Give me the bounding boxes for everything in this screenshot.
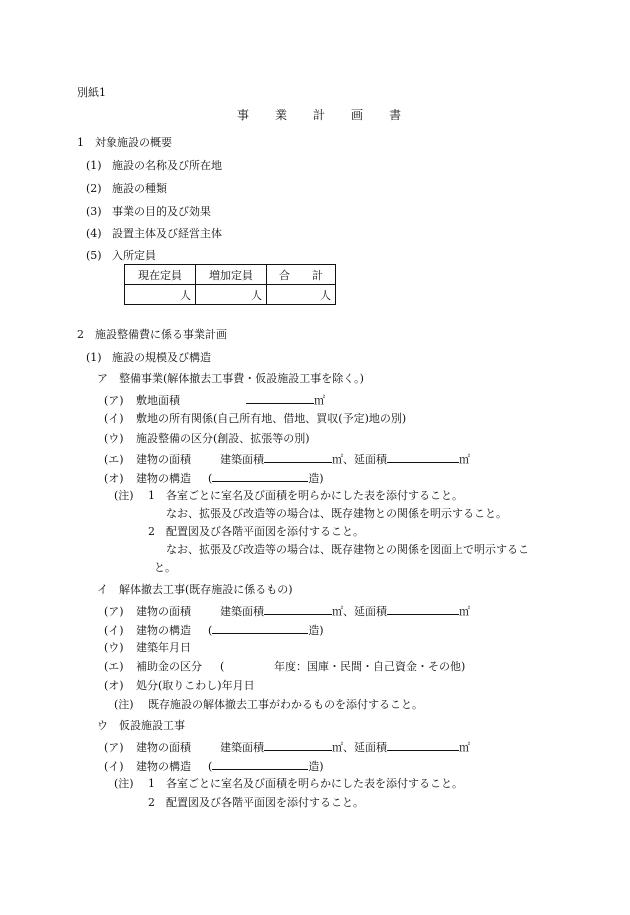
s1-item-3 (86, 205, 211, 219)
item-label: 補助金の区分 (136, 660, 202, 673)
item-text: 施設の種類 (112, 182, 167, 195)
item-text: 入所定員 (112, 249, 156, 262)
item-number: (1) (86, 351, 102, 364)
a-note-2 (148, 525, 364, 539)
s1-item-2 (86, 182, 167, 196)
item-number: (ウ) (104, 641, 124, 654)
item-label: 建物の構造 (136, 472, 191, 485)
subsidy-options: 年度：国庫・民間・自己資金・その他) (274, 660, 466, 673)
building-area-label: 建築面積 (220, 453, 264, 466)
note-text: 各室ごとに室名及び面積を明らかにした表を添付すること。 (166, 777, 463, 790)
title-char: 事 (237, 108, 250, 122)
paren: 造) (308, 760, 324, 773)
item-text: 事業の目的及び効果 (112, 205, 211, 218)
item-number: (3) (86, 205, 102, 218)
b-building-area (104, 603, 470, 619)
paren: 造) (308, 472, 324, 485)
item-text: 建築年月日 (136, 641, 191, 654)
table-cell-current: 人 (125, 285, 196, 305)
table-header-increase: 増加定員 (196, 265, 267, 285)
note-label: (注) (114, 489, 134, 502)
c-note-1 (114, 777, 463, 791)
title-char: 書 (389, 108, 402, 122)
paren: 造) (308, 624, 324, 637)
item-text: 施設の名称及び所在地 (112, 159, 222, 172)
item-number: (1) (86, 159, 102, 172)
note-number: 2 (148, 525, 155, 538)
a-note-2-sub-cont: と。 (154, 561, 176, 574)
paren: ( (220, 660, 225, 673)
item-label: 建物の構造 (136, 760, 191, 773)
item-number: (ア) (104, 605, 124, 618)
building-area-blank (264, 603, 332, 615)
table-cell-total: 人 (267, 285, 336, 305)
note-number: 2 (148, 796, 155, 809)
table-cell-increase: 人 (196, 285, 267, 305)
item-number: (エ) (104, 660, 124, 673)
floor-area-blank (387, 603, 459, 615)
b-note (114, 698, 423, 712)
note-label: (注) (114, 698, 134, 711)
a-note-1 (114, 489, 463, 503)
unit: ㎡、延面積 (332, 453, 387, 466)
building-area-blank (264, 739, 332, 751)
title-char: 計 (313, 108, 326, 122)
item-label: 建物の面積 (136, 741, 191, 754)
b-subsidy (104, 660, 465, 674)
unit: ㎡、延面積 (332, 605, 387, 618)
item-number: (イ) (104, 760, 124, 773)
note-number: 1 (148, 489, 155, 502)
item-number: (イ) (104, 624, 124, 637)
note-text: 配置図及び各階平面図を添付すること。 (166, 525, 364, 538)
item-text: 設置主体及び経営主体 (112, 227, 222, 240)
section-2-heading: 2 施設整備費に係る事業計画 (77, 328, 227, 341)
paren: ( (208, 760, 213, 773)
structure-blank (212, 470, 308, 482)
s1-item-4 (86, 227, 222, 241)
a-ownership (104, 412, 406, 426)
unit: ㎡ (459, 741, 470, 754)
unit: ㎡、延面積 (332, 741, 387, 754)
a-building-area (104, 451, 470, 467)
note-label: (注) (114, 777, 134, 790)
c-note-2 (148, 796, 364, 810)
note-text: 既存施設の解体撤去工事がわかるものを添付すること。 (148, 698, 423, 711)
unit: ㎡ (459, 453, 470, 466)
a-structure (104, 470, 324, 486)
unit: ㎡ (314, 394, 325, 407)
item-label: 建物の構造 (136, 624, 191, 637)
note-text: 各室ごとに室名及び面積を明らかにした表を添付すること。 (166, 489, 463, 502)
paren: ( (208, 624, 213, 637)
floor-area-blank (387, 451, 459, 463)
item-number: (5) (86, 249, 102, 262)
table-header-current: 現在定員 (125, 265, 196, 285)
item-number: (4) (86, 227, 102, 240)
item-number: (オ) (104, 472, 124, 485)
c-structure (104, 758, 324, 774)
a-note-1-sub: なお、拡張及び改造等の場合は、既存建物との関係を明示すること。 (166, 507, 507, 520)
item-text: 敷地の所有関係(自己所有地、借地、買収(予定)地の別) (136, 412, 407, 425)
building-area-label: 建築面積 (220, 605, 264, 618)
note-text: 配置図及び各階平面図を添付すること。 (166, 796, 364, 809)
item-text: 施設の規模及び構造 (112, 351, 211, 364)
capacity-table (124, 264, 336, 305)
b-disposal-date (104, 679, 255, 693)
item-number: (2) (86, 182, 102, 195)
table-row (125, 285, 336, 305)
structure-blank (212, 758, 308, 770)
b-structure (104, 622, 324, 638)
table-header-total: 合 計 (267, 265, 336, 285)
paren: ( (208, 472, 213, 485)
item-text: 処分(取りこわし)年月日 (136, 679, 255, 692)
c-building-area (104, 739, 470, 755)
item-number: (オ) (104, 679, 124, 692)
title-char: 画 (351, 108, 364, 122)
item-label: 敷地面積 (136, 394, 180, 407)
s1-item-1 (86, 159, 222, 173)
item-label: 建物の面積 (136, 605, 191, 618)
item-number: (イ) (104, 412, 124, 425)
site-area-blank (246, 392, 314, 404)
item-number: (ア) (104, 741, 124, 754)
s2-sub-1 (86, 351, 211, 365)
note-number: 1 (148, 777, 155, 790)
subsection-c-heading: ウ 仮設施設工事 (97, 719, 185, 732)
item-text: 施設整備の区分(創設、拡張等の別) (136, 432, 310, 445)
item-number: (ウ) (104, 432, 124, 445)
a-site-area (104, 392, 325, 408)
building-area-label: 建築面積 (220, 741, 264, 754)
a-category (104, 432, 310, 446)
item-number: (ア) (104, 394, 124, 407)
floor-area-blank (387, 739, 459, 751)
a-note-2-sub: なお、拡張及び改造等の場合は、既存建物との関係を図面上で明示するこ (166, 543, 529, 556)
unit: ㎡ (459, 605, 470, 618)
subsection-b-heading: イ 解体撤去工事(既存施設に係るもの) (97, 583, 293, 596)
subsection-a-heading: ア 整備事業(解体撤去工事費・仮設施設工事を除く。) (97, 372, 364, 385)
b-built-date (104, 641, 191, 655)
section-1-heading: 1 対象施設の概要 (77, 136, 172, 149)
structure-blank (212, 622, 308, 634)
s1-item-5 (86, 249, 156, 263)
table-header-row (125, 265, 336, 285)
building-area-blank (264, 451, 332, 463)
item-label: 建物の面積 (136, 453, 191, 466)
attachment-label: 別紙1 (77, 86, 106, 99)
title-char: 業 (275, 108, 288, 122)
document-title (237, 108, 427, 123)
item-number: (エ) (104, 453, 124, 466)
